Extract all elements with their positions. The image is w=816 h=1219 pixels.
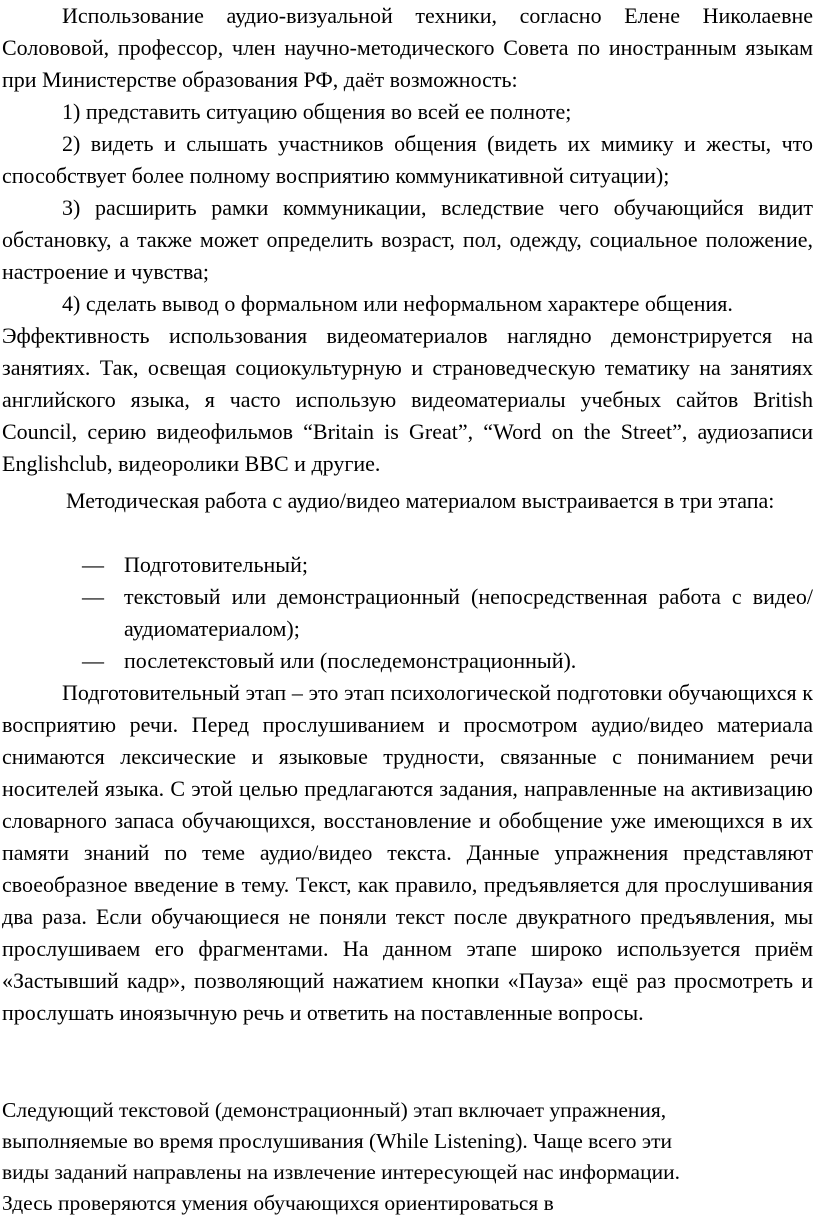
list-item [2, 549, 813, 581]
intro-section [2, 0, 813, 480]
list-item [2, 645, 813, 677]
paragraph-point-4: 4) сделать вывод о формальном или неформальном характере общения. [62, 291, 733, 316]
paragraph-stages-intro: Методическая работа с аудио/видео материалом выстраивается в три этапа: [66, 488, 775, 513]
dash-bullet: — [82, 584, 104, 609]
stages-list [2, 549, 813, 677]
text-line: Здесь проверяются умения обучающихся ориентироваться в [2, 1191, 554, 1215]
text-line: Следующий текстовой (демонстрационный) этап включает упражнения, [2, 1098, 667, 1122]
paragraph-preparatory-stage: Подготовительный этап – это этап психологической подготовки обучающихся к восприятию речи. Перед прослушиванием и просмотром аудио/видео материала снимаются лексические и языковые трудности, связанные с пониманием речи носителей языка. С этой целью предлагаются задания, направленные на активизацию словарного запаса обучающихся, восстановление и обобщение уже имеющихся в их памяти знаний по теме аудио/видео текста. Данные упражнения представляют своеобразное введение в тему. Текст, как правило, предъявляется для прослушивания два раза. Если обучающиеся не поняли текст после двукратного предъявления, мы прослушиваем его фрагментами. На данном этапе широко используется приём «Застывший кадр», позволяющий нажатием кнопки «Пауза» ещё раз просмотреть и прослушать иноязычную речь и ответить на поставленные вопросы. [2, 680, 813, 1025]
text-line: выполняемые во время прослушивания (While Listening). Чаще всего эти [2, 1129, 673, 1153]
preparatory-section [2, 677, 813, 1029]
stages-intro-section [2, 485, 813, 517]
text-line: виды заданий направлены на извлечение интересующей нас информации. [2, 1160, 680, 1184]
dash-bullet: — [82, 648, 104, 673]
list-item [2, 581, 813, 645]
paragraph-effectiveness: Эффективность использования видеоматериалов наглядно демонстрируется на занятиях. Так, освещая социокультурную и страноведческую тематику на занятиях английского языка, я часто использую видеоматериалы учебных сайтов British Council, серию видеофильмов “Britain is Great”, “Word on the Street”, аудиозаписи Englishclub, видеоролики BBC и другие. [2, 323, 813, 476]
dash-bullet: — [82, 552, 104, 577]
paragraph-point-1: 1) представить ситуацию общения во всей ее полноте; [62, 99, 572, 124]
list-item-text: послетекстовый или (последемонстрационный). [124, 648, 577, 673]
paragraph-intro: Использование аудио-визуальной техники, согласно Елене Николаевне Солововой, профессор, член научно-методического Совета по иностранным языкам при Министерстве образования РФ, даёт возможность: [2, 3, 813, 92]
paragraph-point-2: 2) видеть и слышать участников общения (видеть их мимику и жесты, что способствует более полному восприятию коммуникативной ситуации); [2, 131, 813, 188]
text-stage-section [2, 1095, 813, 1219]
paragraph-point-3: 3) расширить рамки коммуникации, вследствие чего обучающийся видит обстановку, а также может определить возраст, пол, одежду, социальное положение, настроение и чувства; [2, 195, 813, 284]
list-item-text: текстовый или демонстрационный (непосредственная работа с видео/аудиоматериалом); [124, 584, 813, 641]
list-item-text: Подготовительный; [124, 552, 308, 577]
